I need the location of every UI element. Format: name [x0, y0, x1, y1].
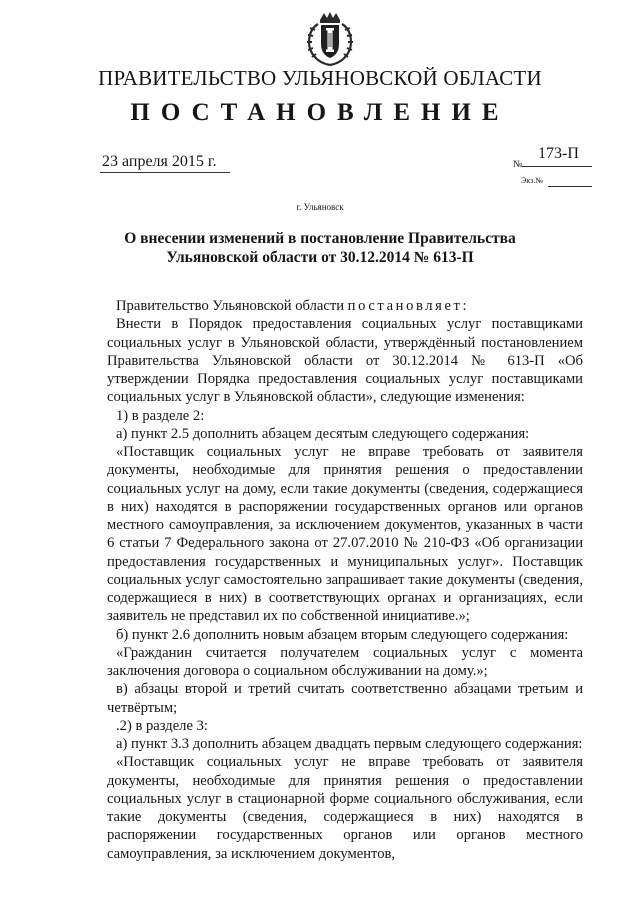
intro-verb: постановляет: — [347, 298, 470, 314]
document-title — [120, 229, 520, 267]
document-type: ПОСТАНОВЛЕНИЕ — [130, 99, 510, 126]
government-name: ПРАВИТЕЛЬСТВО УЛЬЯНОВСКОЙ ОБЛАСТИ — [98, 66, 542, 90]
body-paragraph: а) пункт 3.3 дополнить абзацем двадцать первым следующего содержания: — [116, 736, 583, 752]
city: г. Ульяновск — [296, 202, 344, 212]
document-body — [107, 297, 583, 863]
body-paragraph: «Поставщик социальных услуг не вправе требовать от заявителя документы, необходимые для принятия решения о предоставлении социальных услуг на дому, если такие документы (сведения, содержащиеся в них) находятся в распоряжении государственных органов или органов местного самоуправления, за исключением документов, указанных в части 6 статьи 7 Федерального закона от 27.07.2010 № 210-ФЗ «Об организации предоставления государственных и муниципальных услуг». Поставщик социальных услуг самостоятельно запрашивает такие документы (сведения, содержащиеся в них) в соответствующих органах и организациях, если заявитель не представил их по собственной инициативе.»; — [107, 444, 583, 625]
coat-of-arms-icon — [302, 10, 358, 68]
body-paragraph: 1) в разделе 2: — [116, 407, 205, 424]
number-underline — [522, 166, 592, 167]
intro-text: Правительство Ульяновской области — [116, 298, 348, 314]
copy-number-label: Экз.№ — [521, 176, 543, 185]
body-paragraph: «Гражданин считается получателем социальных услуг с момента заключения договора о социальном обслуживании на дому.»; — [107, 644, 583, 679]
title-line: Ульяновской области от 30.12.2014 № 613-П — [166, 249, 474, 266]
date-underline — [100, 172, 230, 173]
body-paragraph: в) абзацы второй и третий считать соответственно абзацами третьим и четвёртым; — [107, 681, 583, 716]
document-date: 23 апреля 2015 г. — [102, 153, 217, 170]
number-sign: № — [513, 159, 523, 170]
copy-number-underline — [548, 186, 592, 187]
body-paragraph: б) пункт 2.6 дополнить новым абзацем вторым следующего содержания: — [116, 626, 569, 643]
title-line: О внесении изменений в постановление Правительства — [124, 230, 516, 247]
body-paragraph: «Поставщик социальных услуг не вправе требовать от заявителя документы, необходимые для принятия решения о предоставлении социальных услуг в стационарной форме социального обслуживания, если такие документы (сведения, содержащиеся в них) находятся в распоряжении государственных органов или органов местного самоуправления, за исключением документов, — [107, 754, 583, 862]
body-paragraph: а) пункт 2.5 дополнить абзацем десятым следующего содержания: — [116, 425, 530, 442]
body-paragraph — [107, 297, 583, 315]
document-number: 173-П — [538, 145, 579, 162]
body-paragraph: Внести в Порядок предоставления социальных услуг поставщиками социальных услуг в Ульяновской области, утверждённый постановлением Правительства Ульяновской области от 30.12.2014 № 613-П «Об утверждении Порядка предоставления социальных услуг поставщиками социальных услуг в Ульяновской области», следующие изменения: — [107, 316, 583, 406]
body-paragraph: .2) в разделе 3: — [116, 717, 208, 734]
